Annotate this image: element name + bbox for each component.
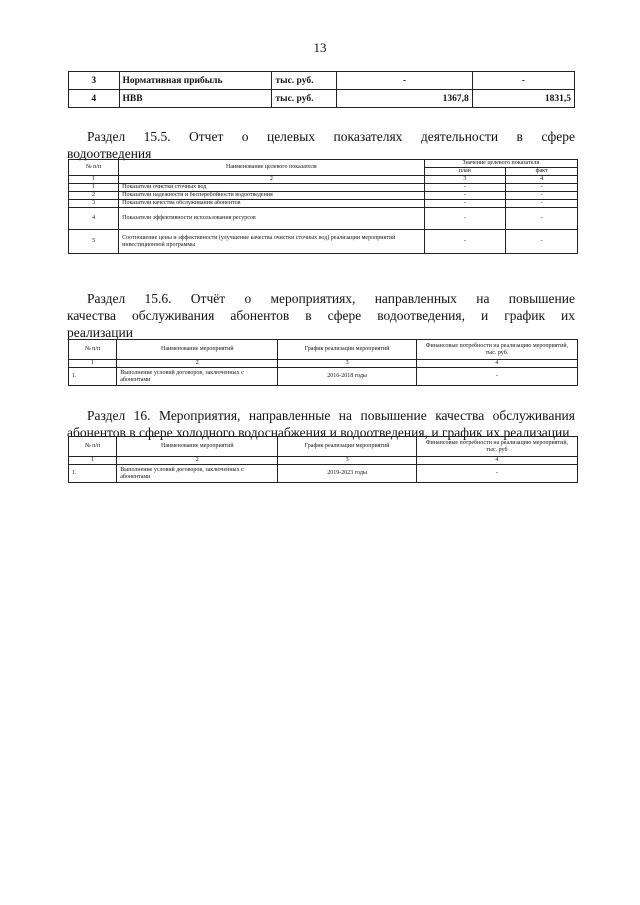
col-number: 1 xyxy=(69,457,117,465)
table-row xyxy=(69,368,578,386)
col-number: 1 xyxy=(69,360,117,368)
section-15-5-heading xyxy=(67,128,575,162)
top-continuation-table xyxy=(68,71,575,108)
column-number-row xyxy=(69,176,578,184)
row-unit: тыс. руб. xyxy=(272,90,337,108)
row-plan: - xyxy=(424,200,506,208)
heading-line: Раздел 15.5. Отчет о целевых показателях деятельности в сфере xyxy=(87,129,575,144)
row-number: 3 xyxy=(69,72,120,90)
table-row xyxy=(69,208,578,230)
column-number-row xyxy=(69,360,578,368)
measures-16-table xyxy=(68,436,578,483)
heading-line: абонентов в сфере холодного водоснабжения и водоотведения, и график их реализации xyxy=(67,425,570,440)
col-number: 3 xyxy=(278,360,417,368)
row-value-1: 1367,8 xyxy=(337,90,473,108)
header-name: Наименование целевого показателя xyxy=(119,160,424,176)
row-fact: - xyxy=(506,230,578,254)
row-finance: - xyxy=(416,465,577,483)
heading-line: Раздел 15.6. Отчёт о мероприятиях, направленных на повышение xyxy=(87,291,575,306)
header-schedule: График реализации мероприятий xyxy=(278,437,417,457)
col-number: 1 xyxy=(69,176,119,184)
header-finance: Финансовые потребности на реализацию мероприятий, тыс. руб xyxy=(416,437,577,457)
table-header-row xyxy=(69,437,578,457)
header-value: Значение целевого показателя xyxy=(424,160,577,168)
col-number: 2 xyxy=(117,457,278,465)
heading-line: реализации xyxy=(67,325,133,340)
table-row xyxy=(69,230,578,254)
row-name: Выполнение условий договоров, заключенных с абонентами xyxy=(117,368,278,386)
row-name: Выполнение условий договоров, заключенных с абонентами xyxy=(117,465,278,483)
row-name: Показатели эффективности использования ресурсов xyxy=(119,208,424,230)
header-fact: факт xyxy=(506,168,578,176)
row-unit: тыс. руб. xyxy=(272,72,337,90)
col-number: 3 xyxy=(278,457,417,465)
row-fact: - xyxy=(506,200,578,208)
row-schedule: 2019-2023 годы xyxy=(278,465,417,483)
row-schedule: 2016-2018 годы xyxy=(278,368,417,386)
table-row xyxy=(69,72,575,90)
page-number: 13 xyxy=(313,40,327,55)
row-name: НВВ xyxy=(119,90,272,108)
table-header-row xyxy=(69,340,578,360)
row-plan: - xyxy=(424,208,506,230)
col-number: 4 xyxy=(506,176,578,184)
header-finance: Финансовые потребности на реализацию мероприятий, тыс. руб. xyxy=(416,340,577,360)
heading-line: Раздел 16. Мероприятия, направленные на повышение качества обслуживания xyxy=(87,408,575,423)
row-name: Нормативная прибыль xyxy=(119,72,272,90)
row-number: 4 xyxy=(69,90,120,108)
header-num: № п/п xyxy=(69,437,117,457)
row-name: Показатели качества обслуживания абонентов xyxy=(119,200,424,208)
row-number: 1 xyxy=(69,184,119,192)
col-number: 4 xyxy=(416,457,577,465)
row-fact: - xyxy=(506,184,578,192)
row-number: 4 xyxy=(69,208,119,230)
row-plan: - xyxy=(424,184,506,192)
header-name: Наименование мероприятий xyxy=(117,340,278,360)
table-row xyxy=(69,184,578,192)
table-header-row xyxy=(69,160,578,168)
table-row xyxy=(69,465,578,483)
row-value-2: 1831,5 xyxy=(472,90,574,108)
table-row xyxy=(69,90,575,108)
row-name: Соотношение цены и эффективности (улучшение качества очистки сточных вод) реализации мероприятий инвестиционной программы xyxy=(119,230,424,254)
measures-15-6-table xyxy=(68,339,578,386)
heading-line: качества обслуживания абонентов в сфере водоотведения, и график их xyxy=(67,308,575,323)
column-number-row xyxy=(69,457,578,465)
heading-line: водоотведения xyxy=(67,146,152,161)
header-num: № п/п xyxy=(69,340,117,360)
row-plan: - xyxy=(424,192,506,200)
col-number: 2 xyxy=(119,176,424,184)
row-name: Показатели надежности и бесперебойности водоотведения xyxy=(119,192,424,200)
col-number: 3 xyxy=(424,176,506,184)
row-name: Показатели очистки сточных вод xyxy=(119,184,424,192)
row-value-2: - xyxy=(472,72,574,90)
header-schedule: График реализации мероприятий xyxy=(278,340,417,360)
header-name: Наименование мероприятий xyxy=(117,437,278,457)
row-fact: - xyxy=(506,208,578,230)
row-number: 1. xyxy=(69,465,117,483)
section-15-6-heading xyxy=(67,290,575,341)
row-number: 3 xyxy=(69,200,119,208)
target-indicators-table xyxy=(68,159,578,254)
table-row xyxy=(69,200,578,208)
header-num: № п/п xyxy=(69,160,119,176)
row-value-1: - xyxy=(337,72,473,90)
header-plan: план xyxy=(424,168,506,176)
row-number: 2 xyxy=(69,192,119,200)
row-number: 5 xyxy=(69,230,119,254)
col-number: 4 xyxy=(416,360,577,368)
col-number: 2 xyxy=(117,360,278,368)
row-number: 1. xyxy=(69,368,117,386)
table-row xyxy=(69,192,578,200)
row-finance: - xyxy=(416,368,577,386)
row-plan: - xyxy=(424,230,506,254)
row-fact: - xyxy=(506,192,578,200)
